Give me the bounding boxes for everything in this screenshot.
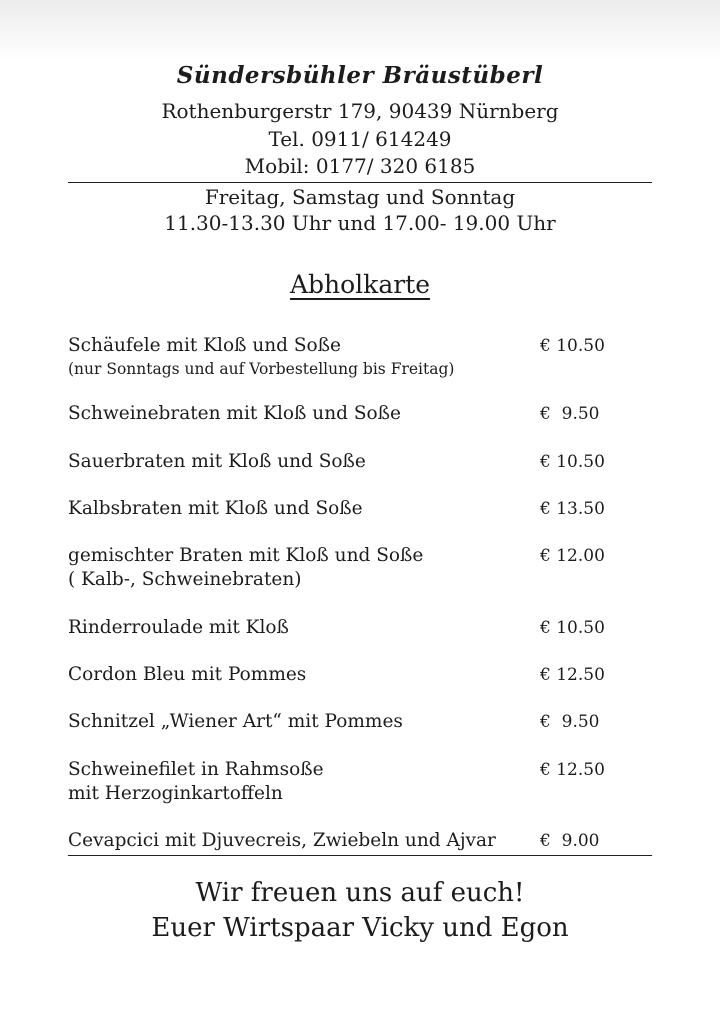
opening-hours: 11.30-13.30 Uhr und 17.00- 19.00 Uhr xyxy=(164,211,556,235)
footer-signature: Euer Wirtspaar Vicky und Egon xyxy=(151,913,569,943)
item-name: Cordon Bleu mit Pommes xyxy=(68,664,307,685)
item-detail: ( Kalb-, Schweinebraten) xyxy=(68,569,302,590)
item-price: € 9.00 xyxy=(540,831,600,851)
menu-item xyxy=(68,497,652,521)
item-name: Rinderroulade mit Kloß xyxy=(68,617,289,638)
item-price: € 13.50 xyxy=(540,499,605,519)
item-price: € 12.00 xyxy=(540,546,605,566)
item-price: € 9.50 xyxy=(540,404,600,424)
menu-item xyxy=(68,544,652,592)
restaurant-name: Sündersbühler Bräustüberl xyxy=(176,62,544,89)
menu-item xyxy=(68,663,652,687)
item-detail: mit Herzoginkartoffeln xyxy=(68,783,283,804)
item-price: € 12.50 xyxy=(540,665,605,685)
menu-item xyxy=(68,829,652,853)
item-name: Schweinefilet in Rahmsoße xyxy=(68,759,324,780)
menu-item xyxy=(68,334,652,380)
item-price: € 12.50 xyxy=(540,760,605,780)
menu-item xyxy=(68,710,652,734)
header-divider xyxy=(68,182,652,183)
item-name: Schnitzel „Wiener Art“ mit Pommes xyxy=(68,711,403,732)
item-name: Schweinebraten mit Kloß und Soße xyxy=(68,403,401,424)
menu-title: Abholkarte xyxy=(289,270,431,299)
item-name: Kalbsbraten mit Kloß und Soße xyxy=(68,498,363,519)
item-price: € 10.50 xyxy=(540,336,605,356)
footer-greeting: Wir freuen uns auf euch! xyxy=(195,878,525,908)
item-name: gemischter Braten mit Kloß und Soße xyxy=(68,545,424,566)
mobile: Mobil: 0177/ 320 6185 xyxy=(244,154,476,178)
menu-item xyxy=(68,450,652,474)
item-price: € 9.50 xyxy=(540,712,600,732)
item-name: Schäufele mit Kloß und Soße xyxy=(68,335,341,356)
item-name: Cevapcici mit Djuvecreis, Zwiebeln und Ajvar xyxy=(68,830,496,851)
telephone: Tel. 0911/ 614249 xyxy=(268,127,452,151)
item-note: (nur Sonntags und auf Vorbestellung bis Freitag) xyxy=(68,360,455,378)
item-price: € 10.50 xyxy=(540,452,605,472)
menu-item xyxy=(68,758,652,806)
opening-days: Freitag, Samstag und Sonntag xyxy=(204,185,516,209)
menu-item xyxy=(68,616,652,640)
item-name: Sauerbraten mit Kloß und Soße xyxy=(68,451,366,472)
menu-item xyxy=(68,402,652,426)
address: Rothenburgerstr 179, 90439 Nürnberg xyxy=(161,99,559,123)
menu-divider xyxy=(68,855,652,856)
item-price: € 10.50 xyxy=(540,618,605,638)
